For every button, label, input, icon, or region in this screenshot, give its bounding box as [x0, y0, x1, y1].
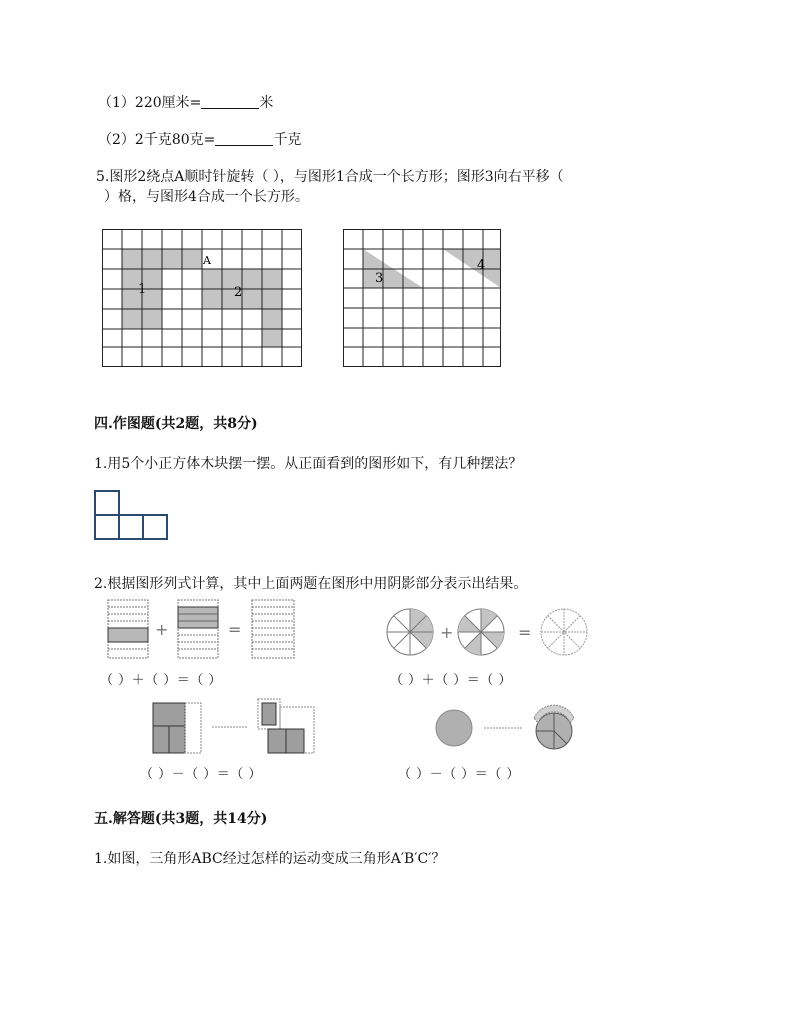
triangle-3-label: 3: [375, 271, 384, 286]
rotation-grid: [102, 229, 302, 367]
circle-subtraction-figure: [432, 704, 582, 756]
square-figure-b: [258, 699, 314, 753]
point-a-label: A: [203, 254, 211, 267]
circle-b: [458, 609, 504, 655]
rect-result: [252, 600, 294, 658]
circle-a: [387, 609, 433, 655]
section-4-q2: 2.根据图形列式计算，其中上面两题在图形中用阴影部分表示出结果。: [94, 576, 528, 592]
equals-sign-2: =: [518, 623, 532, 642]
circle-addition-figure: [384, 606, 598, 660]
plus-sign-2: +: [440, 623, 454, 642]
plus-sign: +: [155, 620, 169, 639]
full-circle: [436, 710, 472, 746]
circle-result: [541, 609, 587, 655]
translation-grid: [343, 229, 501, 367]
triangle-4-label: 4: [477, 258, 486, 273]
q5-line-1: 5.图形2绕点A顺时针旋转（ ），与图形1合成一个长方形；图形3向右平移（: [96, 169, 564, 185]
answer-blank-2[interactable]: [215, 131, 273, 146]
conversion-2-prefix: （2）2千克80克=: [98, 132, 216, 148]
equals-sign: =: [228, 620, 242, 639]
expression-top-right[interactable]: （ ）＋（ ）＝（ ）: [390, 673, 512, 688]
conversion-2-suffix: 千克: [273, 132, 302, 148]
expression-bottom-left[interactable]: （ ）－（ ）＝（ ）: [140, 767, 262, 782]
shape-1-label: 1: [138, 282, 147, 297]
answer-blank-1[interactable]: [201, 94, 259, 109]
expression-top-left[interactable]: （ ）＋（ ）＝（ ）: [100, 673, 222, 688]
front-view-figure: [94, 490, 168, 540]
q5-line-2: ）格，与图形4合成一个长方形。: [104, 189, 309, 205]
square-figure-a: [153, 703, 201, 753]
conversion-1-suffix: 米: [259, 95, 274, 111]
conversion-line-1: [98, 94, 273, 112]
section-5-heading: 五.解答题(共3题，共14分): [94, 811, 268, 827]
section-4-heading: 四.作图题(共2题，共8分): [94, 416, 258, 432]
shape-2-label: 2: [234, 285, 243, 300]
sector-circle: [534, 705, 574, 749]
conversion-line-2: [98, 131, 301, 149]
expression-bottom-right[interactable]: （ ）－（ ）＝（ ）: [398, 767, 520, 782]
conversion-1-prefix: （1）220厘米=: [98, 95, 202, 111]
section-4-q1: 1.用5个小正方体木块摆一摆。从正面看到的图形如下，有几种摆法？: [94, 456, 523, 472]
square-subtraction-figure: [150, 697, 320, 759]
section-5-q1: 1.如图，三角形ABC经过怎样的运动变成三角形A′B′C′？: [94, 851, 446, 867]
rect-addition-figure: [100, 598, 310, 660]
